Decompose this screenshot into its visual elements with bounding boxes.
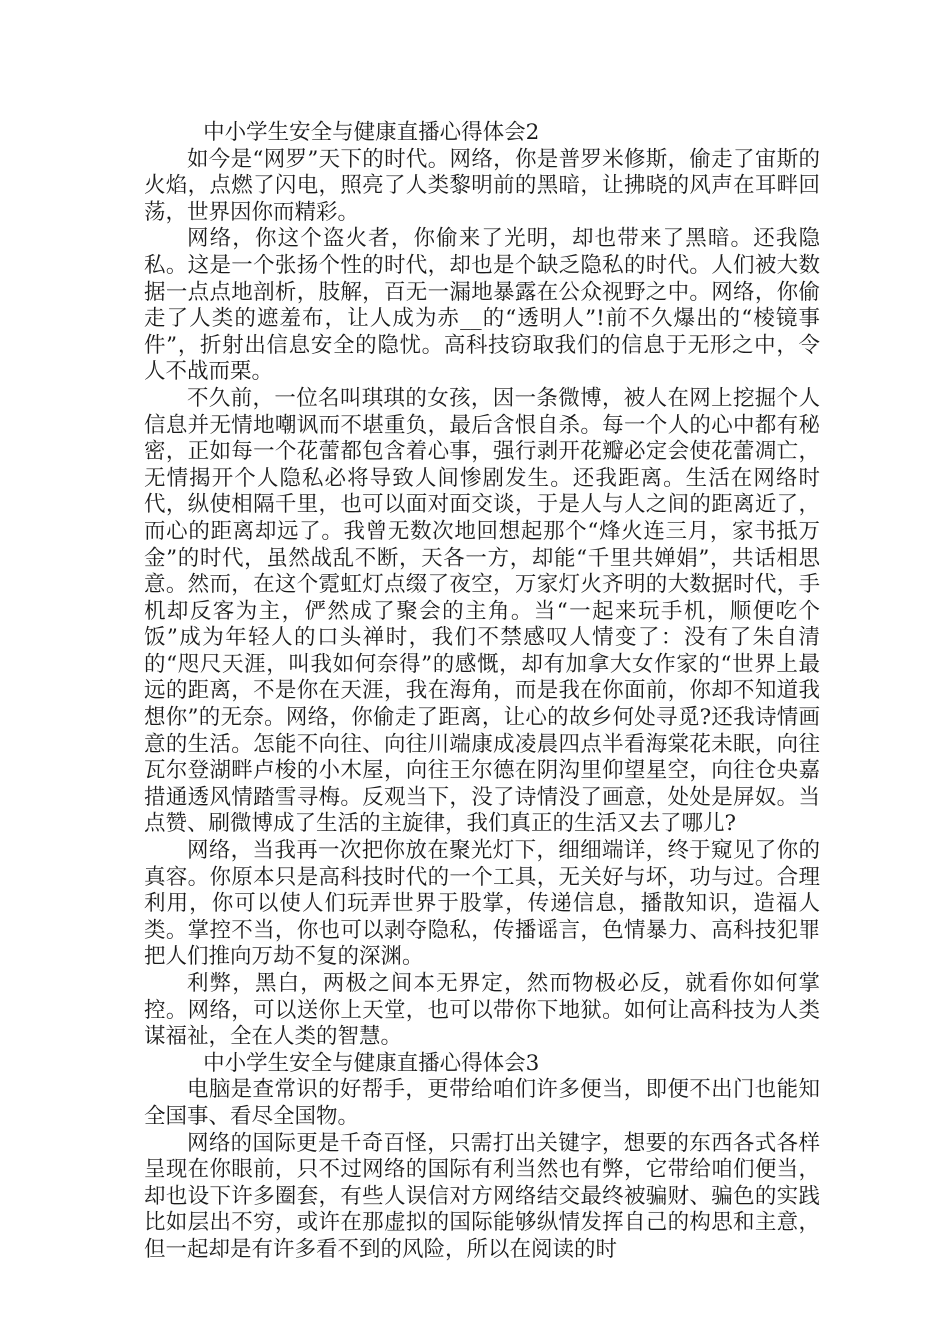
paragraph: 网络，当我再一次把你放在聚光灯下，细细端详，终于窥见了你的真容。你原本只是高科技时代的一个工具，无关好与坏，功与过。合理利用，你可以使人们玩弄世界于股掌，传递信息，播散知识，造福人类。掌控不当，你也可以剥夺隐私，传播谣言，色情暴力、高科技犯罪把人们推向万劫不复的深渊。 — [144, 838, 820, 970]
paragraph: 网络的国际更是千奇百怪，只需打出关键字，想要的东西各式各样呈现在你眼前，只不过网络的国际有利当然也有弊，它带给咱们便当，却也设下许多圈套，有些人误信对方网络结交最终被骗财、骗色的实践比如层出不穷，或许在那虚拟的国际能够纵情发挥自己的构思和主意，但一起却是有许多看不到的风险，所以在阅读的时 — [144, 1130, 820, 1262]
section-2 — [144, 120, 820, 1051]
paragraph: 电脑是查常识的好帮手，更带给咱们许多便当，即便不出门也能知全国事、看尽全国物。 — [144, 1077, 820, 1129]
section-heading: 中小学生安全与健康直播心得体会3 — [203, 1050, 540, 1076]
document-body — [144, 120, 820, 1264]
paragraph: 利弊，黑白，两极之间本无界定，然而物极必反，就看你如何掌控。网络，可以送你上天堂，也可以带你下地狱。如何让高科技为人类谋福祉，全在人类的智慧。 — [144, 971, 820, 1050]
paragraph: 网络，你这个盗火者，你偷来了光明，却也带来了黑暗。还我隐私。这是一个张扬个性的时代，却也是个缺乏隐私的时代。人们被大数据一点点地剖析，肢解，百无一漏地暴露在公众视野之中。网络，你偷走了人类的遮羞布，让人成为赤__的“透明人”!前不久爆出的“棱镜事件”，折射出信息安全的隐忧。高科技窃取我们的信息于无形之中，令人不战而栗。 — [144, 226, 820, 385]
paragraph: 不久前，一位名叫琪琪的女孩，因一条微博，被人在网上挖掘个人信息并无情地嘲讽而不堪重负，最后含恨自杀。每一个人的心中都有秘密，正如每一个花蕾都包含着心事，强行剥开花瓣必定会使花蕾凋亡，无情揭开个人隐私必将导致人间惨剧发生。还我距离。生活在网络时代，纵使相隔千里，也可以面对面交谈，于是人与人之间的距离近了，而心的距离却远了。我曾无数次地回想起那个“烽火连三月，家书抵万金”的时代，虽然战乱不断，天各一方，却能“千里共婵娟”，共话相思意。然而，在这个霓虹灯点缀了夜空，万家灯火齐明的大数据时代，手机却反客为主，俨然成了聚会的主角。当“一起来玩手机，顺便吃个饭”成为年轻人的口头禅时，我们不禁感叹人情变了：没有了朱自清的“咫尺天涯，叫我如何奈得”的感慨，却有加拿大女作家的“世界上最远的距离，不是你在天涯，我在海角，而是我在你面前，你却不知道我想你”的无奈。网络，你偷走了距离，让心的故乡何处寻觅?还我诗情画意的生活。怎能不向往、向往川端康成凌晨四点半看海棠花未眠，向往瓦尔登湖畔卢梭的小木屋，向往王尔德在阴沟里仰望星空，向往仓央嘉措通透风情踏雪寻梅。反观当下，没了诗情没了画意，处处是屏奴。当点赞、刷微博成了生活的主旋律，我们真正的生活又去了哪儿? — [144, 385, 820, 837]
section-3 — [144, 1051, 820, 1264]
paragraph: 如今是“网罗”天下的时代。网络，你是普罗米修斯，偷走了宙斯的火焰，点燃了闪电，照亮了人类黎明前的黑暗，让拂晓的风声在耳畔回荡，世界因你而精彩。 — [144, 146, 820, 225]
section-heading: 中小学生安全与健康直播心得体会2 — [203, 120, 540, 145]
